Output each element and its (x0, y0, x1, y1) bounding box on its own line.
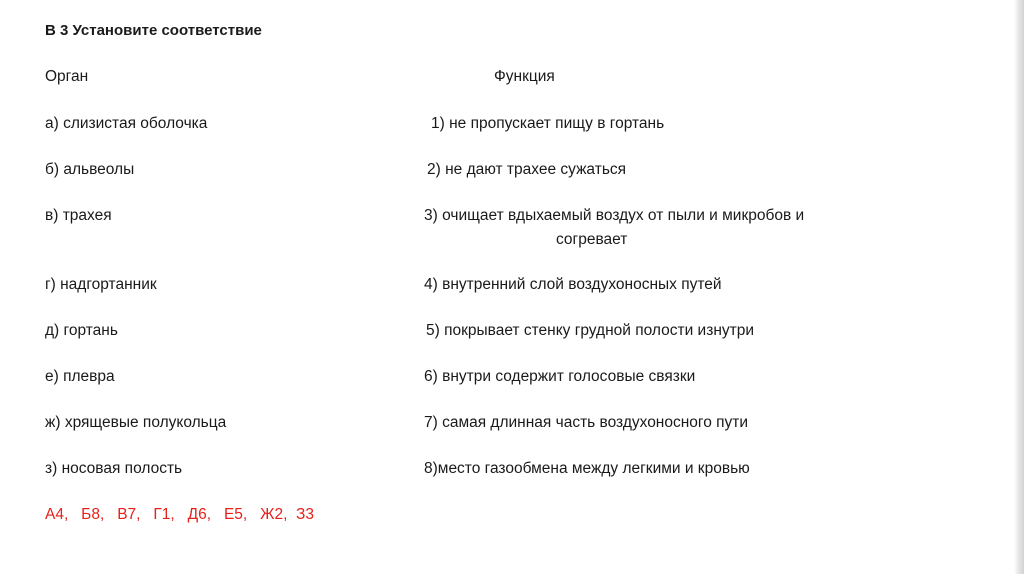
column-header-organ: Орган (45, 68, 89, 85)
function-item-7: 7) самая длинная часть воздухоносного пути (424, 414, 749, 431)
task-title: В 3 Установите соответствие (45, 22, 262, 39)
organ-item-e: е) плевра (45, 368, 115, 385)
function-item-4: 4) внутренний слой воздухоносных путей (424, 276, 722, 293)
function-item-5: 5) покрывает стенку грудной полости изнутри (426, 322, 755, 339)
answer-key: А4, Б8, В7, Г1, Д6, Е5, Ж2, З3 (45, 506, 314, 523)
organ-item-a: а) слизистая оболочка (45, 115, 208, 132)
organ-item-z: з) носовая полость (45, 460, 183, 477)
organ-item-b: б) альвеолы (45, 161, 135, 178)
function-item-3: 3) очищает вдыхаемый воздух от пыли и микробов и (424, 207, 805, 224)
function-item-3-continued: согревает (556, 231, 628, 248)
slide-edge-shadow (1014, 0, 1024, 574)
function-item-1: 1) не пропускает пищу в гортань (431, 115, 665, 132)
function-item-6: 6) внутри содержит голосовые связки (424, 368, 696, 385)
function-item-8: 8)место газообмена между легкими и кровью (424, 460, 750, 477)
function-item-2: 2) не дают трахее сужаться (427, 161, 627, 178)
column-header-function: Функция (494, 68, 555, 85)
organ-item-g: г) надгортанник (45, 276, 157, 293)
organ-item-d: д) гортань (45, 322, 118, 339)
organ-item-v: в) трахея (45, 207, 112, 224)
organ-item-zh: ж) хрящевые полукольца (45, 414, 227, 431)
